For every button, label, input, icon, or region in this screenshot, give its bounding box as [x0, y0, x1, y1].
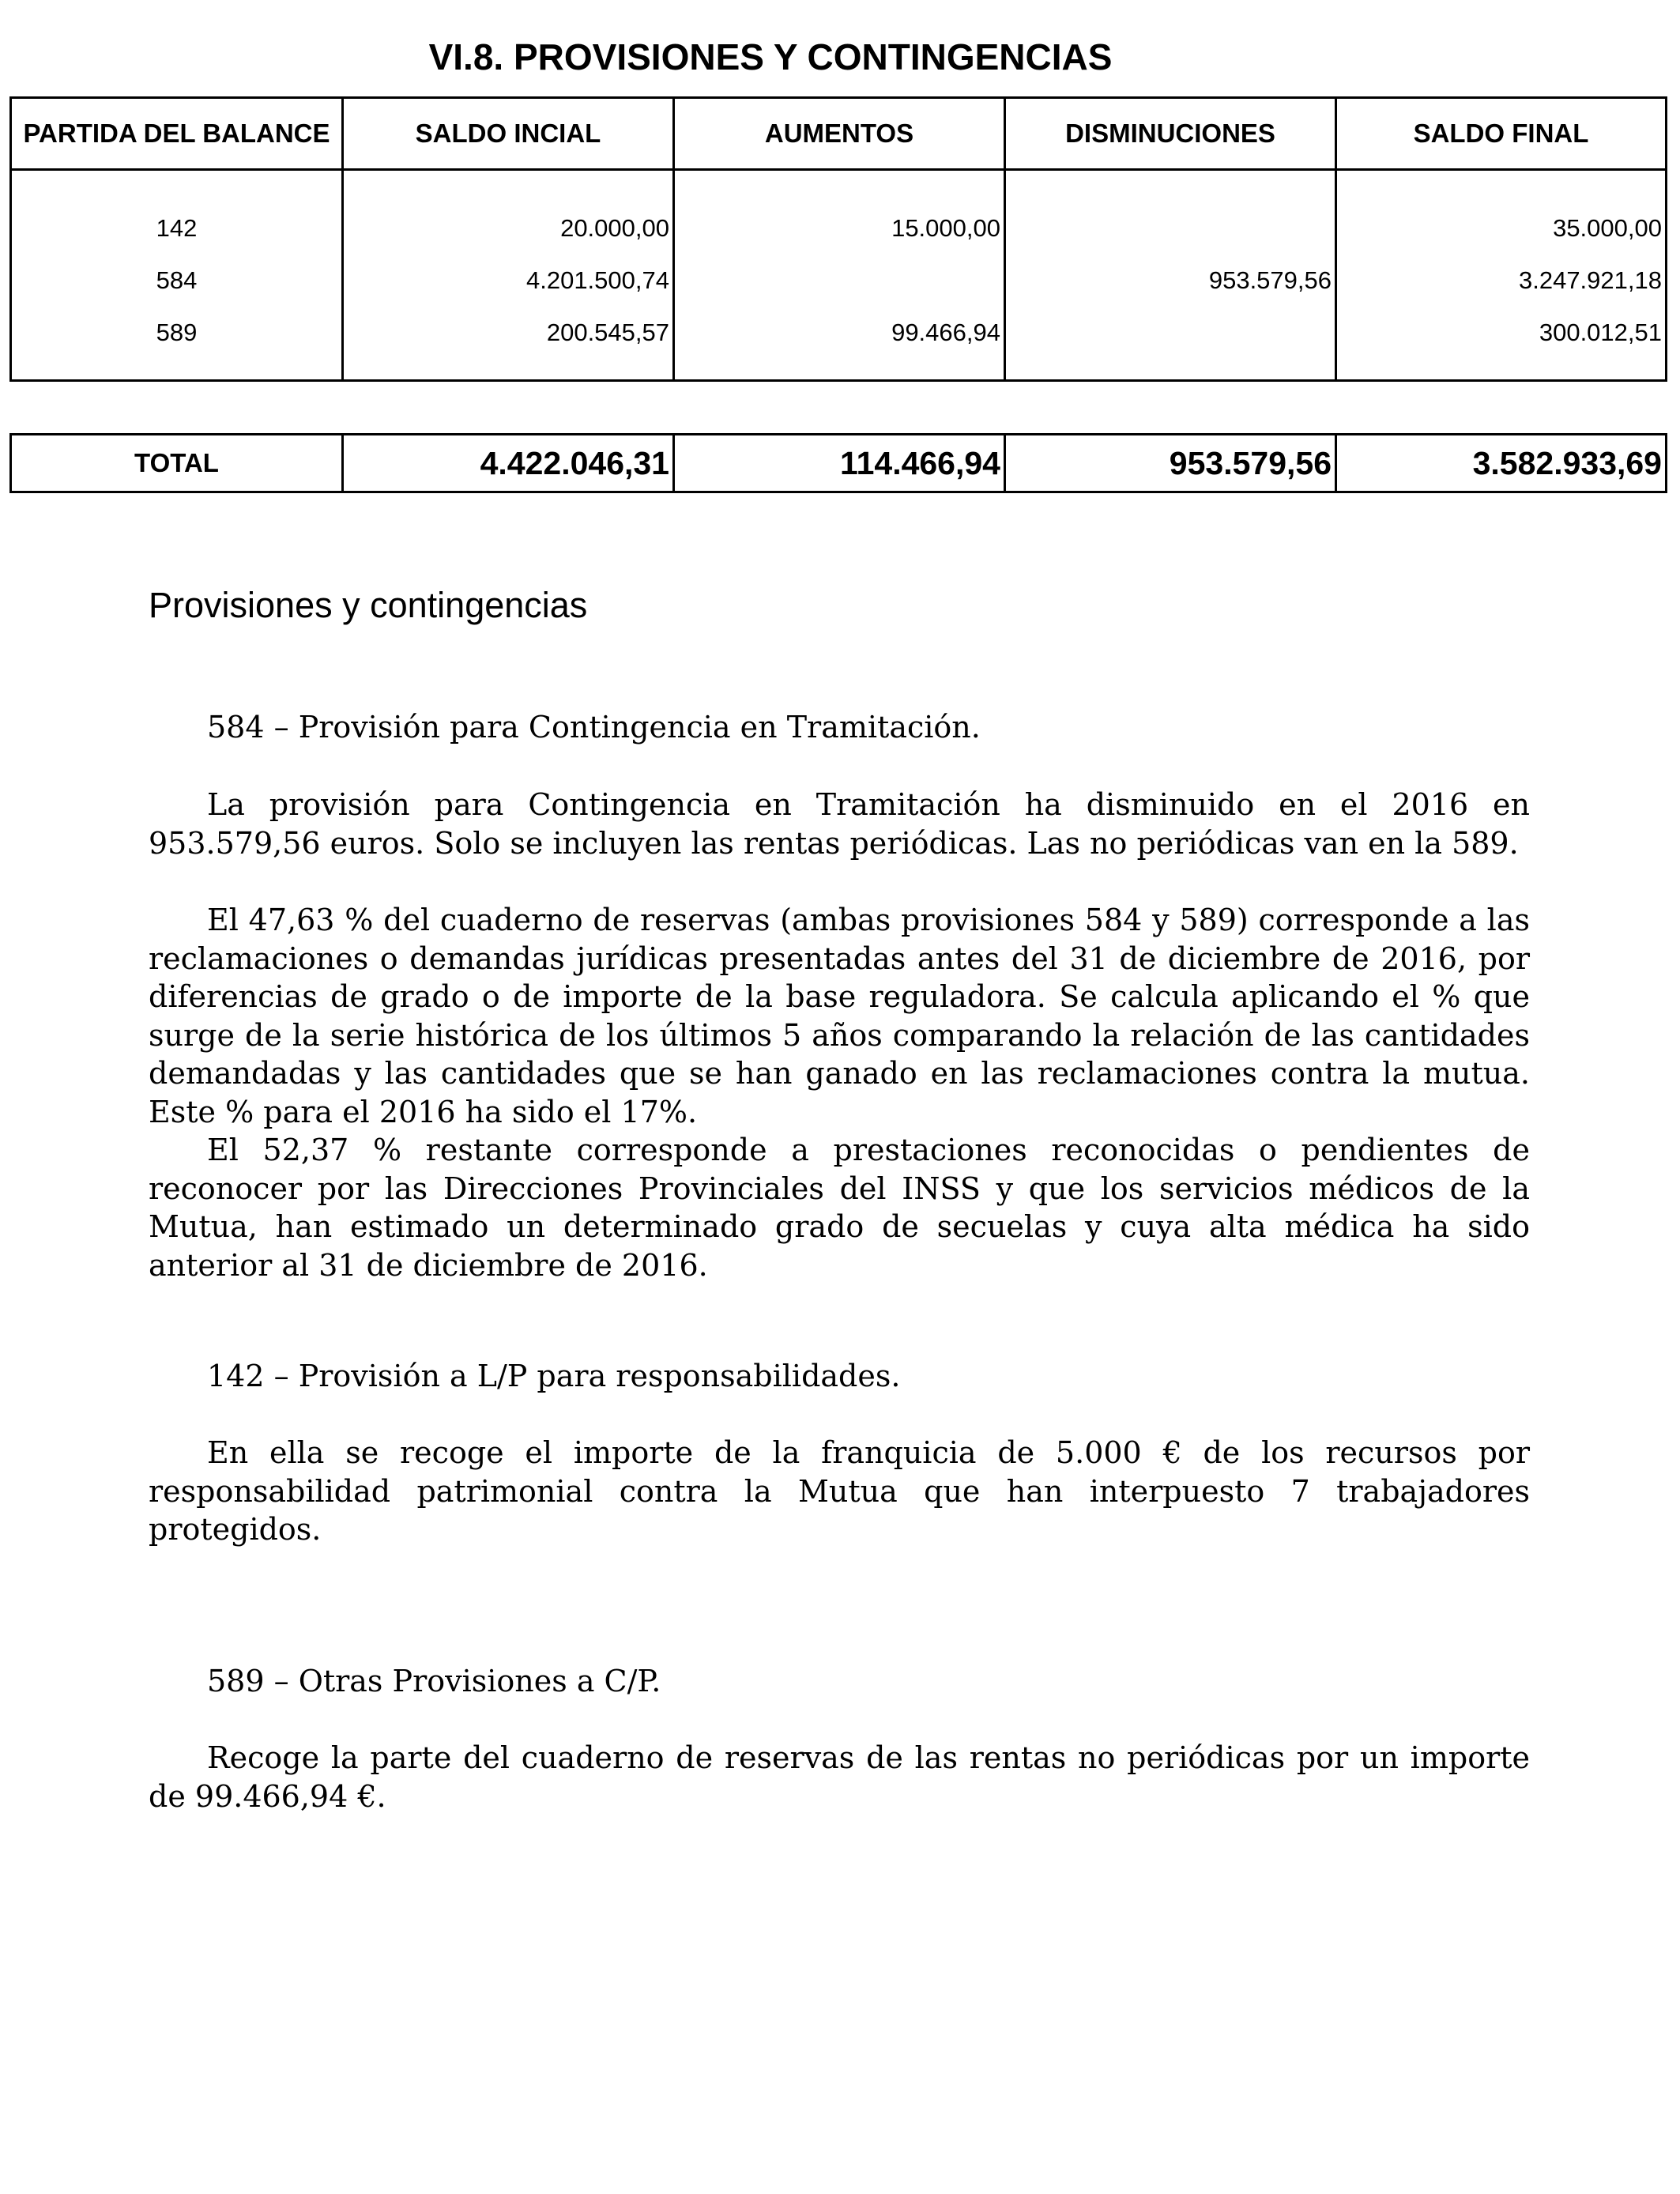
header-aumentos: AUMENTOS — [674, 98, 1005, 170]
cell-disminuciones: 953.579,56 — [1005, 254, 1336, 307]
block-584-paragraph-3: El 52,37 % restante corresponde a prestaciones reconocidas o pendientes de reconocer por las Direcciones Provinciales del INSS y que los servicios médicos de la Mutua, han estimado un determinado grado de secuelas y cuya alta médica ha sido anterior al 31 de diciembre de 2016. — [149, 1133, 1530, 1283]
cell-disminuciones — [1005, 170, 1336, 255]
total-saldo-inicial: 4.422.046,31 — [343, 435, 674, 492]
block-142-title: 142 – Provisión a L/P para responsabilidades. — [207, 1359, 901, 1393]
block-589-paragraph: Recoge la parte del cuaderno de reservas de las rentas no periódicas por un importe de 99.466,94 €. — [149, 1740, 1530, 1814]
table-header-row — [11, 98, 1667, 170]
cell-aumentos: 15.000,00 — [674, 170, 1005, 255]
section-heading: Provisiones y contingencias — [149, 585, 588, 625]
totals-table — [9, 433, 1667, 493]
cell-partida: 142 — [11, 170, 343, 255]
cell-disminuciones — [1005, 307, 1336, 381]
block-142-paragraph: En ella se recoge el importe de la franquicia de 5.000 € de los recursos por responsabilidad patrimonial contra la Mutua que han interpuesto 7 trabajadores protegidos. — [149, 1435, 1530, 1547]
header-disminuciones: DISMINUCIONES — [1005, 98, 1336, 170]
header-saldo-inicial: SALDO INCIAL — [343, 98, 674, 170]
block-589-title: 589 – Otras Provisiones a C/P. — [207, 1664, 661, 1698]
cell-saldo-inicial: 20.000,00 — [343, 170, 674, 255]
cell-saldo-final: 3.247.921,18 — [1336, 254, 1667, 307]
table-row — [11, 254, 1667, 307]
block-584-title: 584 – Provisión para Contingencia en Tramitación. — [207, 710, 981, 745]
table-row — [11, 170, 1667, 255]
total-aumentos: 114.466,94 — [674, 435, 1005, 492]
cell-saldo-final: 35.000,00 — [1336, 170, 1667, 255]
header-saldo-final: SALDO FINAL — [1336, 98, 1667, 170]
total-label: TOTAL — [11, 435, 343, 492]
block-584-paragraph-2: El 47,63 % del cuaderno de reservas (ambas provisiones 584 y 589) corresponde a las reclamaciones o demandas jurídicas presentadas antes del 31 de diciembre de 2016, por diferencias de grado o de importe de la base reguladora. Se calcula aplicando el % que surge de la serie histórica de los últimos 5 años comparando la relación de las cantidades demandadas y las cantidades que se han ganado en las reclamaciones contra la mutua. Este % para el 2016 ha sido el 17%. — [149, 903, 1530, 1129]
cell-aumentos: 99.466,94 — [674, 307, 1005, 381]
cell-partida: 589 — [11, 307, 343, 381]
header-partida: PARTIDA DEL BALANCE — [11, 98, 343, 170]
cell-partida: 584 — [11, 254, 343, 307]
cell-aumentos — [674, 254, 1005, 307]
cell-saldo-inicial: 4.201.500,74 — [343, 254, 674, 307]
provisions-table — [9, 96, 1667, 382]
total-saldo-final: 3.582.933,69 — [1336, 435, 1667, 492]
total-disminuciones: 953.579,56 — [1005, 435, 1336, 492]
table-row — [11, 307, 1667, 381]
total-row — [11, 435, 1667, 492]
page-title: VI.8. PROVISIONES Y CONTINGENCIAS — [428, 36, 1113, 77]
cell-saldo-inicial: 200.545,57 — [343, 307, 674, 381]
cell-saldo-final: 300.012,51 — [1336, 307, 1667, 381]
block-584-paragraph-1: La provisión para Contingencia en Tramitación ha disminuido en el 2016 en 953.579,56 euros. Solo se incluyen las rentas periódicas. Las no periódicas van en la 589. — [149, 787, 1530, 861]
